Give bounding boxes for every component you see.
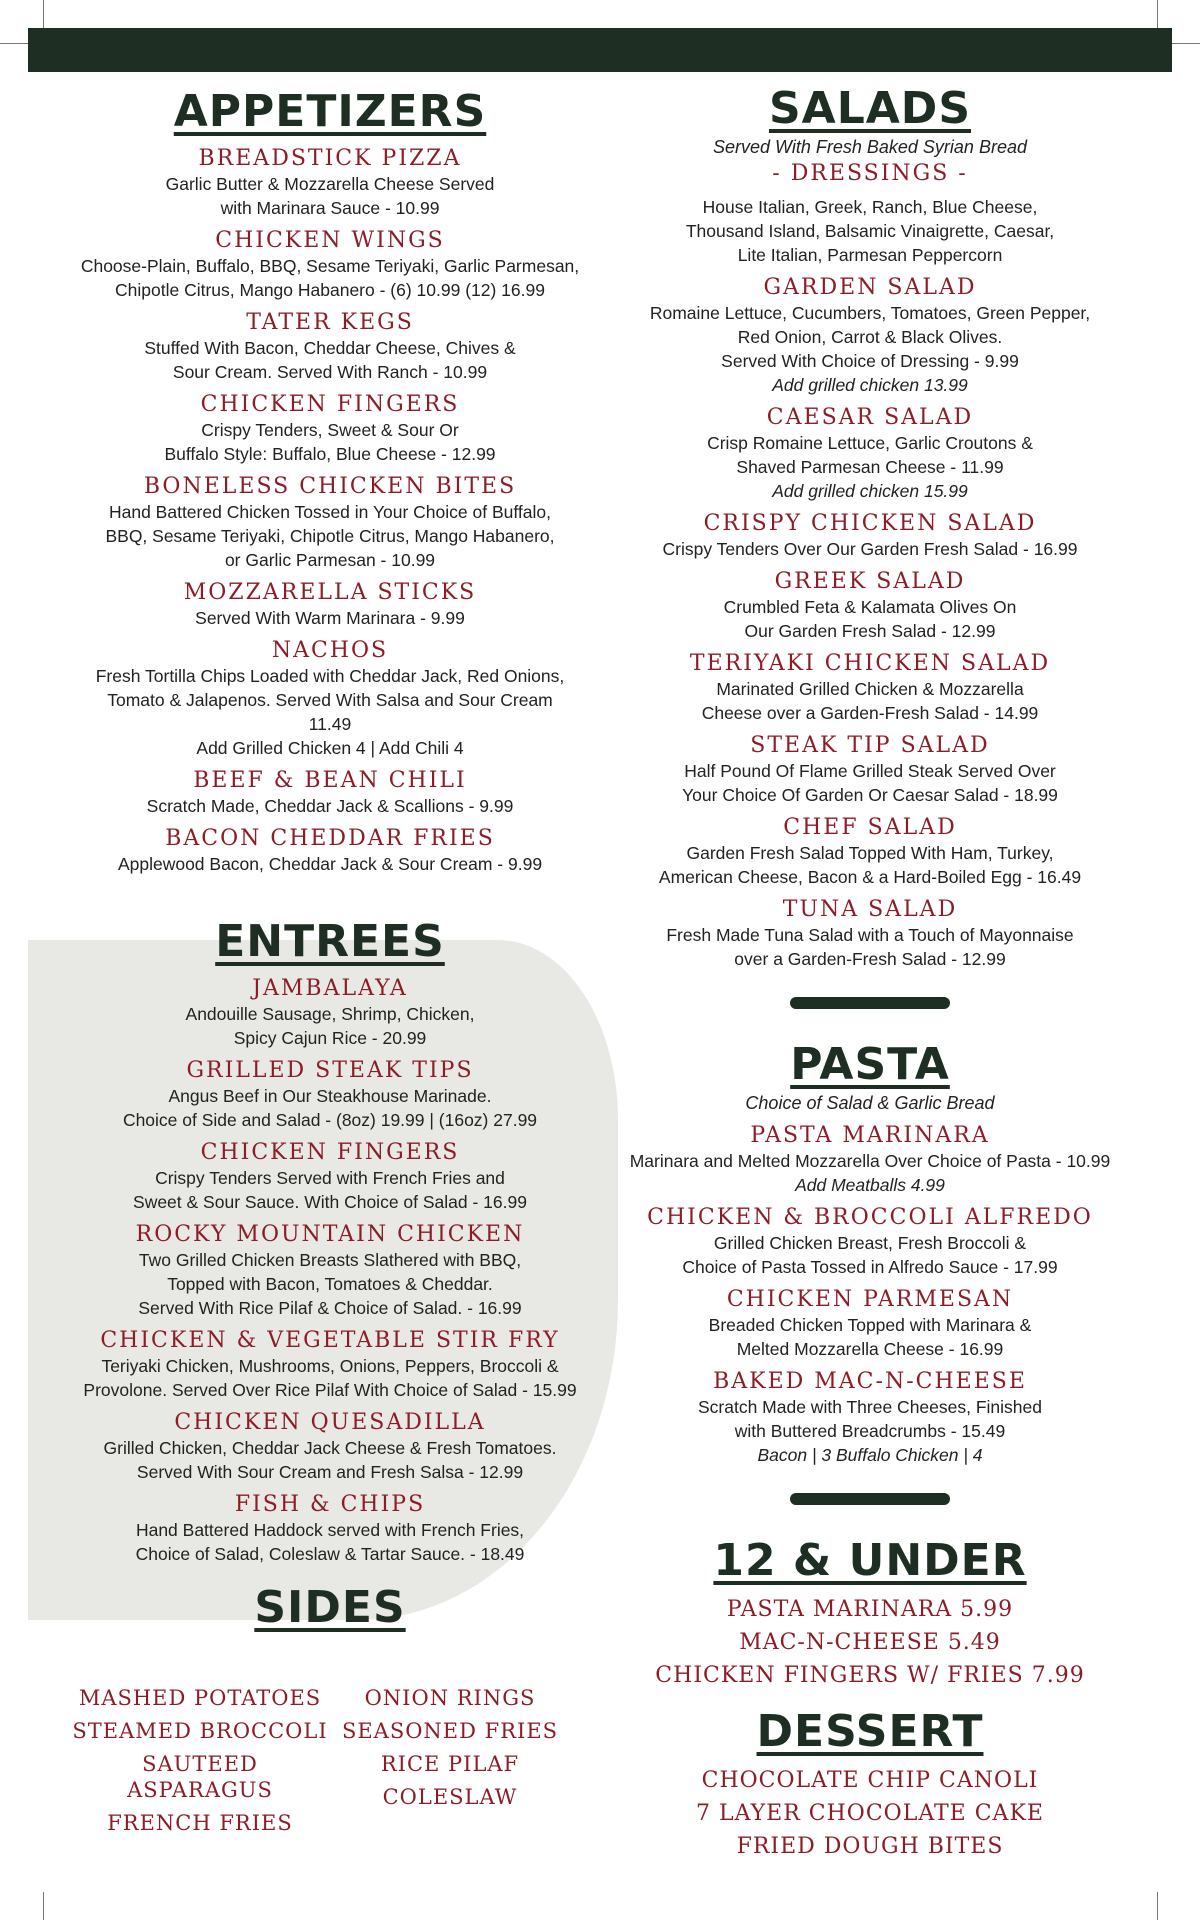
- crop-mark: [1172, 43, 1200, 44]
- menu-item-name: GRILLED STEAK TIPS: [186, 1058, 474, 1083]
- menu-item-description: Angus Beef in Our Steakhouse Marinade. Choice of Side and Salad - (8oz) 19.99 | (16oz) 27.99: [122, 1086, 538, 1130]
- menu-item-name: TATER KEGS: [246, 310, 414, 335]
- dessert-item: FRIED DOUGH BITES: [736, 1834, 1004, 1859]
- menu-item: [610, 1369, 1130, 1467]
- menu-item-name: CHICKEN PARMESAN: [726, 1287, 1014, 1312]
- menu-item-addon: Add grilled chicken 13.99: [772, 375, 968, 395]
- crop-mark: [1157, 0, 1158, 28]
- menu-item: [40, 392, 620, 466]
- kids-item: CHICKEN FINGERS W/ FRIES 7.99: [655, 1663, 1085, 1688]
- menu-item-description: Fresh Tortilla Chips Loaded with Cheddar Jack, Red Onions, Tomato & Jalapenos. Served With Salsa and Sour Cream 11.49 Add Grilled Chicken 4 | Add Chili 4: [95, 666, 565, 758]
- menu-item-description: Choose-Plain, Buffalo, BBQ, Sesame Teriyaki, Garlic Parmesan, Chipotle Citrus, Mango Habanero - (6) 10.99 (12) 16.99: [80, 256, 580, 300]
- menu-item-description: Hand Battered Haddock served with French Fries, Choice of Salad, Coleslaw & Tartar Sauce. - 18.49: [135, 1520, 525, 1564]
- menu-item-addon: Add grilled chicken 15.99: [772, 481, 968, 501]
- menu-item-description: Breaded Chicken Topped with Marinara & Melted Mozzarella Cheese - 16.99: [708, 1315, 1032, 1359]
- sides-left-column: [70, 1685, 330, 1843]
- sides-right-column: [320, 1685, 580, 1817]
- menu-item: [610, 511, 1130, 561]
- menu-item-name: CHICKEN FINGERS: [200, 1140, 460, 1165]
- crop-mark: [1157, 1892, 1158, 1920]
- menu-item-name: PASTA MARINARA: [750, 1123, 990, 1148]
- menu-item-name: CHICKEN FINGERS: [200, 392, 460, 417]
- section-divider: [790, 1493, 950, 1505]
- side-item: RICE PILAF: [380, 1752, 520, 1776]
- menu-item-description: Crisp Romaine Lettuce, Garlic Croutons & Shaved Parmesan Cheese - 11.99: [707, 433, 1033, 477]
- menu-item-name: BAKED MAC-N-CHEESE: [713, 1369, 1027, 1394]
- kids-item: MAC-N-CHEESE 5.49: [739, 1630, 1001, 1655]
- menu-item-description: Scratch Made, Cheddar Jack & Scallions - 9.99: [146, 796, 514, 816]
- menu-item-description: Applewood Bacon, Cheddar Jack & Sour Cream - 9.99: [117, 854, 543, 874]
- kids-item: PASTA MARINARA 5.99: [726, 1597, 1014, 1622]
- sides-title: SIDES: [254, 1582, 406, 1633]
- menu-item: [40, 1140, 620, 1214]
- left-column: [40, 86, 620, 1634]
- crop-mark: [0, 43, 28, 44]
- dessert-item: 7 LAYER CHOCOLATE CAKE: [696, 1801, 1044, 1826]
- menu-item: [610, 275, 1130, 397]
- menu-item-name: BREADSTICK PIZZA: [198, 146, 462, 171]
- menu-item-description: Andouille Sausage, Shrimp, Chicken, Spicy Cajun Rice - 20.99: [185, 1004, 475, 1048]
- side-item: FRENCH FRIES: [107, 1811, 293, 1835]
- menu-item-name: CRISPY CHICKEN SALAD: [703, 511, 1037, 536]
- menu-item-name: BEEF & BEAN CHILI: [193, 768, 467, 793]
- menu-item-description: Marinara and Melted Mozzarella Over Choice of Pasta - 10.99: [629, 1151, 1111, 1171]
- menu-item-description: Grilled Chicken, Cheddar Jack Cheese & Fresh Tomatoes. Served With Sour Cream and Fresh Salsa - 12.99: [103, 1438, 557, 1482]
- side-item: SEASONED FRIES: [341, 1719, 559, 1743]
- side-item: SAUTEED ASPARAGUS: [127, 1752, 273, 1802]
- menu-item: [610, 1123, 1130, 1197]
- menu-item-name: CHICKEN QUESADILLA: [174, 1410, 486, 1435]
- menu-item-description: Crispy Tenders Served with French Fries and Sweet & Sour Sauce. With Choice of Salad - 16.99: [133, 1168, 527, 1212]
- menu-item-description: Crispy Tenders Over Our Garden Fresh Salad - 16.99: [662, 539, 1078, 559]
- dessert-list: [610, 1764, 1130, 1863]
- menu-item-name: FISH & CHIPS: [234, 1492, 426, 1517]
- menu-item-description: Garlic Butter & Mozzarella Cheese Served with Marinara Sauce - 10.99: [165, 174, 495, 218]
- appetizers-title: APPETIZERS: [173, 86, 487, 137]
- menu-item-name: ROCKY MOUNTAIN CHICKEN: [135, 1222, 525, 1247]
- kids-list: [610, 1593, 1130, 1692]
- side-item: COLESLAW: [382, 1785, 518, 1809]
- menu-item: [40, 310, 620, 384]
- menu-item-description: Stuffed With Bacon, Cheddar Cheese, Chives & Sour Cream. Served With Ranch - 10.99: [144, 338, 516, 382]
- menu-item-addon: Add Meatballs 4.99: [795, 1175, 945, 1195]
- menu-item-name: CHICKEN & VEGETABLE STIR FRY: [100, 1328, 560, 1353]
- menu-item: [610, 733, 1130, 807]
- pasta-subtitle: Choice of Salad & Garlic Bread: [745, 1093, 995, 1113]
- section-divider: [790, 997, 950, 1009]
- menu-item-name: CHEF SALAD: [783, 815, 957, 840]
- menu-item: [40, 638, 620, 760]
- side-item: MASHED POTATOES: [78, 1686, 322, 1710]
- menu-item-description: Half Pound Of Flame Grilled Steak Served Over Your Choice Of Garden Or Caesar Salad - 18.99: [682, 761, 1058, 805]
- menu-item-addon: Bacon | 3 Buffalo Chicken | 4: [757, 1445, 983, 1465]
- menu-item-name: MOZZARELLA STICKS: [183, 580, 477, 605]
- menu-item: [40, 1410, 620, 1484]
- menu-item-description: Romaine Lettuce, Cucumbers, Tomatoes, Green Pepper, Red Onion, Carrot & Black Olives. Served With Choice of Dressing - 9.99: [649, 303, 1091, 371]
- menu-item: [40, 580, 620, 630]
- menu-item-name: CHICKEN WINGS: [215, 228, 445, 253]
- menu-item: [40, 1222, 620, 1320]
- menu-item: [40, 1058, 620, 1132]
- menu-item: [610, 815, 1130, 889]
- menu-item: [610, 405, 1130, 503]
- side-item: STEAMED BROCCOLI: [72, 1719, 328, 1743]
- menu-item-name: STEAK TIP SALAD: [750, 733, 990, 758]
- menu-item: [40, 474, 620, 572]
- menu-item: [610, 1205, 1130, 1279]
- menu-item: [40, 146, 620, 220]
- menu-item: [610, 1287, 1130, 1361]
- menu-item: [610, 651, 1130, 725]
- menu-item-description: Fresh Made Tuna Salad with a Touch of Mayonnaise over a Garden-Fresh Salad - 12.99: [666, 925, 1074, 969]
- menu-item-name: BACON CHEDDAR FRIES: [165, 826, 495, 851]
- menu-item: [40, 976, 620, 1050]
- crop-mark: [43, 0, 44, 28]
- pasta-title: PASTA: [790, 1039, 950, 1090]
- pasta-list: [610, 1123, 1130, 1467]
- menu-item-description: Crispy Tenders, Sweet & Sour Or Buffalo Style: Buffalo, Blue Cheese - 12.99: [164, 420, 496, 464]
- right-column: [610, 83, 1130, 1863]
- crop-mark: [43, 1892, 44, 1920]
- dressings-heading: - DRESSINGS -: [772, 161, 968, 186]
- menu-item-name: BONELESS CHICKEN BITES: [143, 474, 517, 499]
- salads-list: [610, 275, 1130, 971]
- menu-item-description: Marinated Grilled Chicken & Mozzarella Cheese over a Garden-Fresh Salad - 14.99: [701, 679, 1039, 723]
- menu-item: [610, 897, 1130, 971]
- menu-item-description: Garden Fresh Salad Topped With Ham, Turkey, American Cheese, Bacon & a Hard-Boiled Egg - 16.49: [658, 843, 1082, 887]
- dessert-item: CHOCOLATE CHIP CANOLI: [701, 1768, 1039, 1793]
- menu-item-name: JAMBALAYA: [252, 976, 408, 1001]
- menu-item-description: Teriyaki Chicken, Mushrooms, Onions, Peppers, Broccoli & Provolone. Served Over Rice Pilaf With Choice of Salad - 15.99: [83, 1356, 577, 1400]
- menu-item-name: NACHOS: [271, 638, 389, 663]
- dessert-title: DESSERT: [756, 1706, 984, 1757]
- menu-item-name: GREEK SALAD: [774, 569, 966, 594]
- menu-item-description: Crumbled Feta & Kalamata Olives On Our Garden Fresh Salad - 12.99: [723, 597, 1017, 641]
- menu-item-name: TUNA SALAD: [782, 897, 958, 922]
- header-bar: [28, 28, 1172, 72]
- menu-item-description: Served With Warm Marinara - 9.99: [195, 608, 465, 628]
- menu-item-name: GARDEN SALAD: [763, 275, 977, 300]
- kids-title: 12 & UNDER: [713, 1535, 1027, 1586]
- menu-item: [40, 1492, 620, 1566]
- menu-item-name: CHICKEN & BROCCOLI ALFREDO: [647, 1205, 1093, 1230]
- entrees-list: [40, 976, 620, 1566]
- menu-item: [40, 1328, 620, 1402]
- entrees-title: ENTREES: [215, 916, 445, 967]
- menu-item-description: Grilled Chicken Breast, Fresh Broccoli & Choice of Pasta Tossed in Alfredo Sauce - 17.99: [682, 1233, 1058, 1277]
- menu-item-name: TERIYAKI CHICKEN SALAD: [689, 651, 1051, 676]
- menu-item: [610, 569, 1130, 643]
- menu-item-description: Two Grilled Chicken Breasts Slathered with BBQ, Topped with Bacon, Tomatoes & Cheddar. Served With Rice Pilaf & Choice of Salad. - 16.99: [138, 1250, 522, 1318]
- menu-item-description: Scratch Made with Three Cheeses, Finished with Buttered Breadcrumbs - 15.49: [697, 1397, 1042, 1441]
- menu-item: [40, 228, 620, 302]
- menu-item: [40, 826, 620, 876]
- salads-title: SALADS: [768, 83, 972, 134]
- menu-item-name: CAESAR SALAD: [766, 405, 974, 430]
- salads-subtitle: Served With Fresh Baked Syrian Bread: [713, 137, 1027, 157]
- side-item: ONION RINGS: [364, 1686, 536, 1710]
- menu-item: [40, 768, 620, 818]
- appetizers-list: [40, 146, 620, 876]
- menu-item-description: Hand Battered Chicken Tossed in Your Choice of Buffalo, BBQ, Sesame Teriyaki, Chipotle Citrus, Mango Habanero, or Garlic Parmesan - 10.99: [105, 502, 555, 570]
- dressings-list: House Italian, Greek, Ranch, Blue Cheese, Thousand Island, Balsamic Vinaigrette, Caesar, Lite Italian, Parmesan Peppercorn: [685, 197, 1055, 265]
